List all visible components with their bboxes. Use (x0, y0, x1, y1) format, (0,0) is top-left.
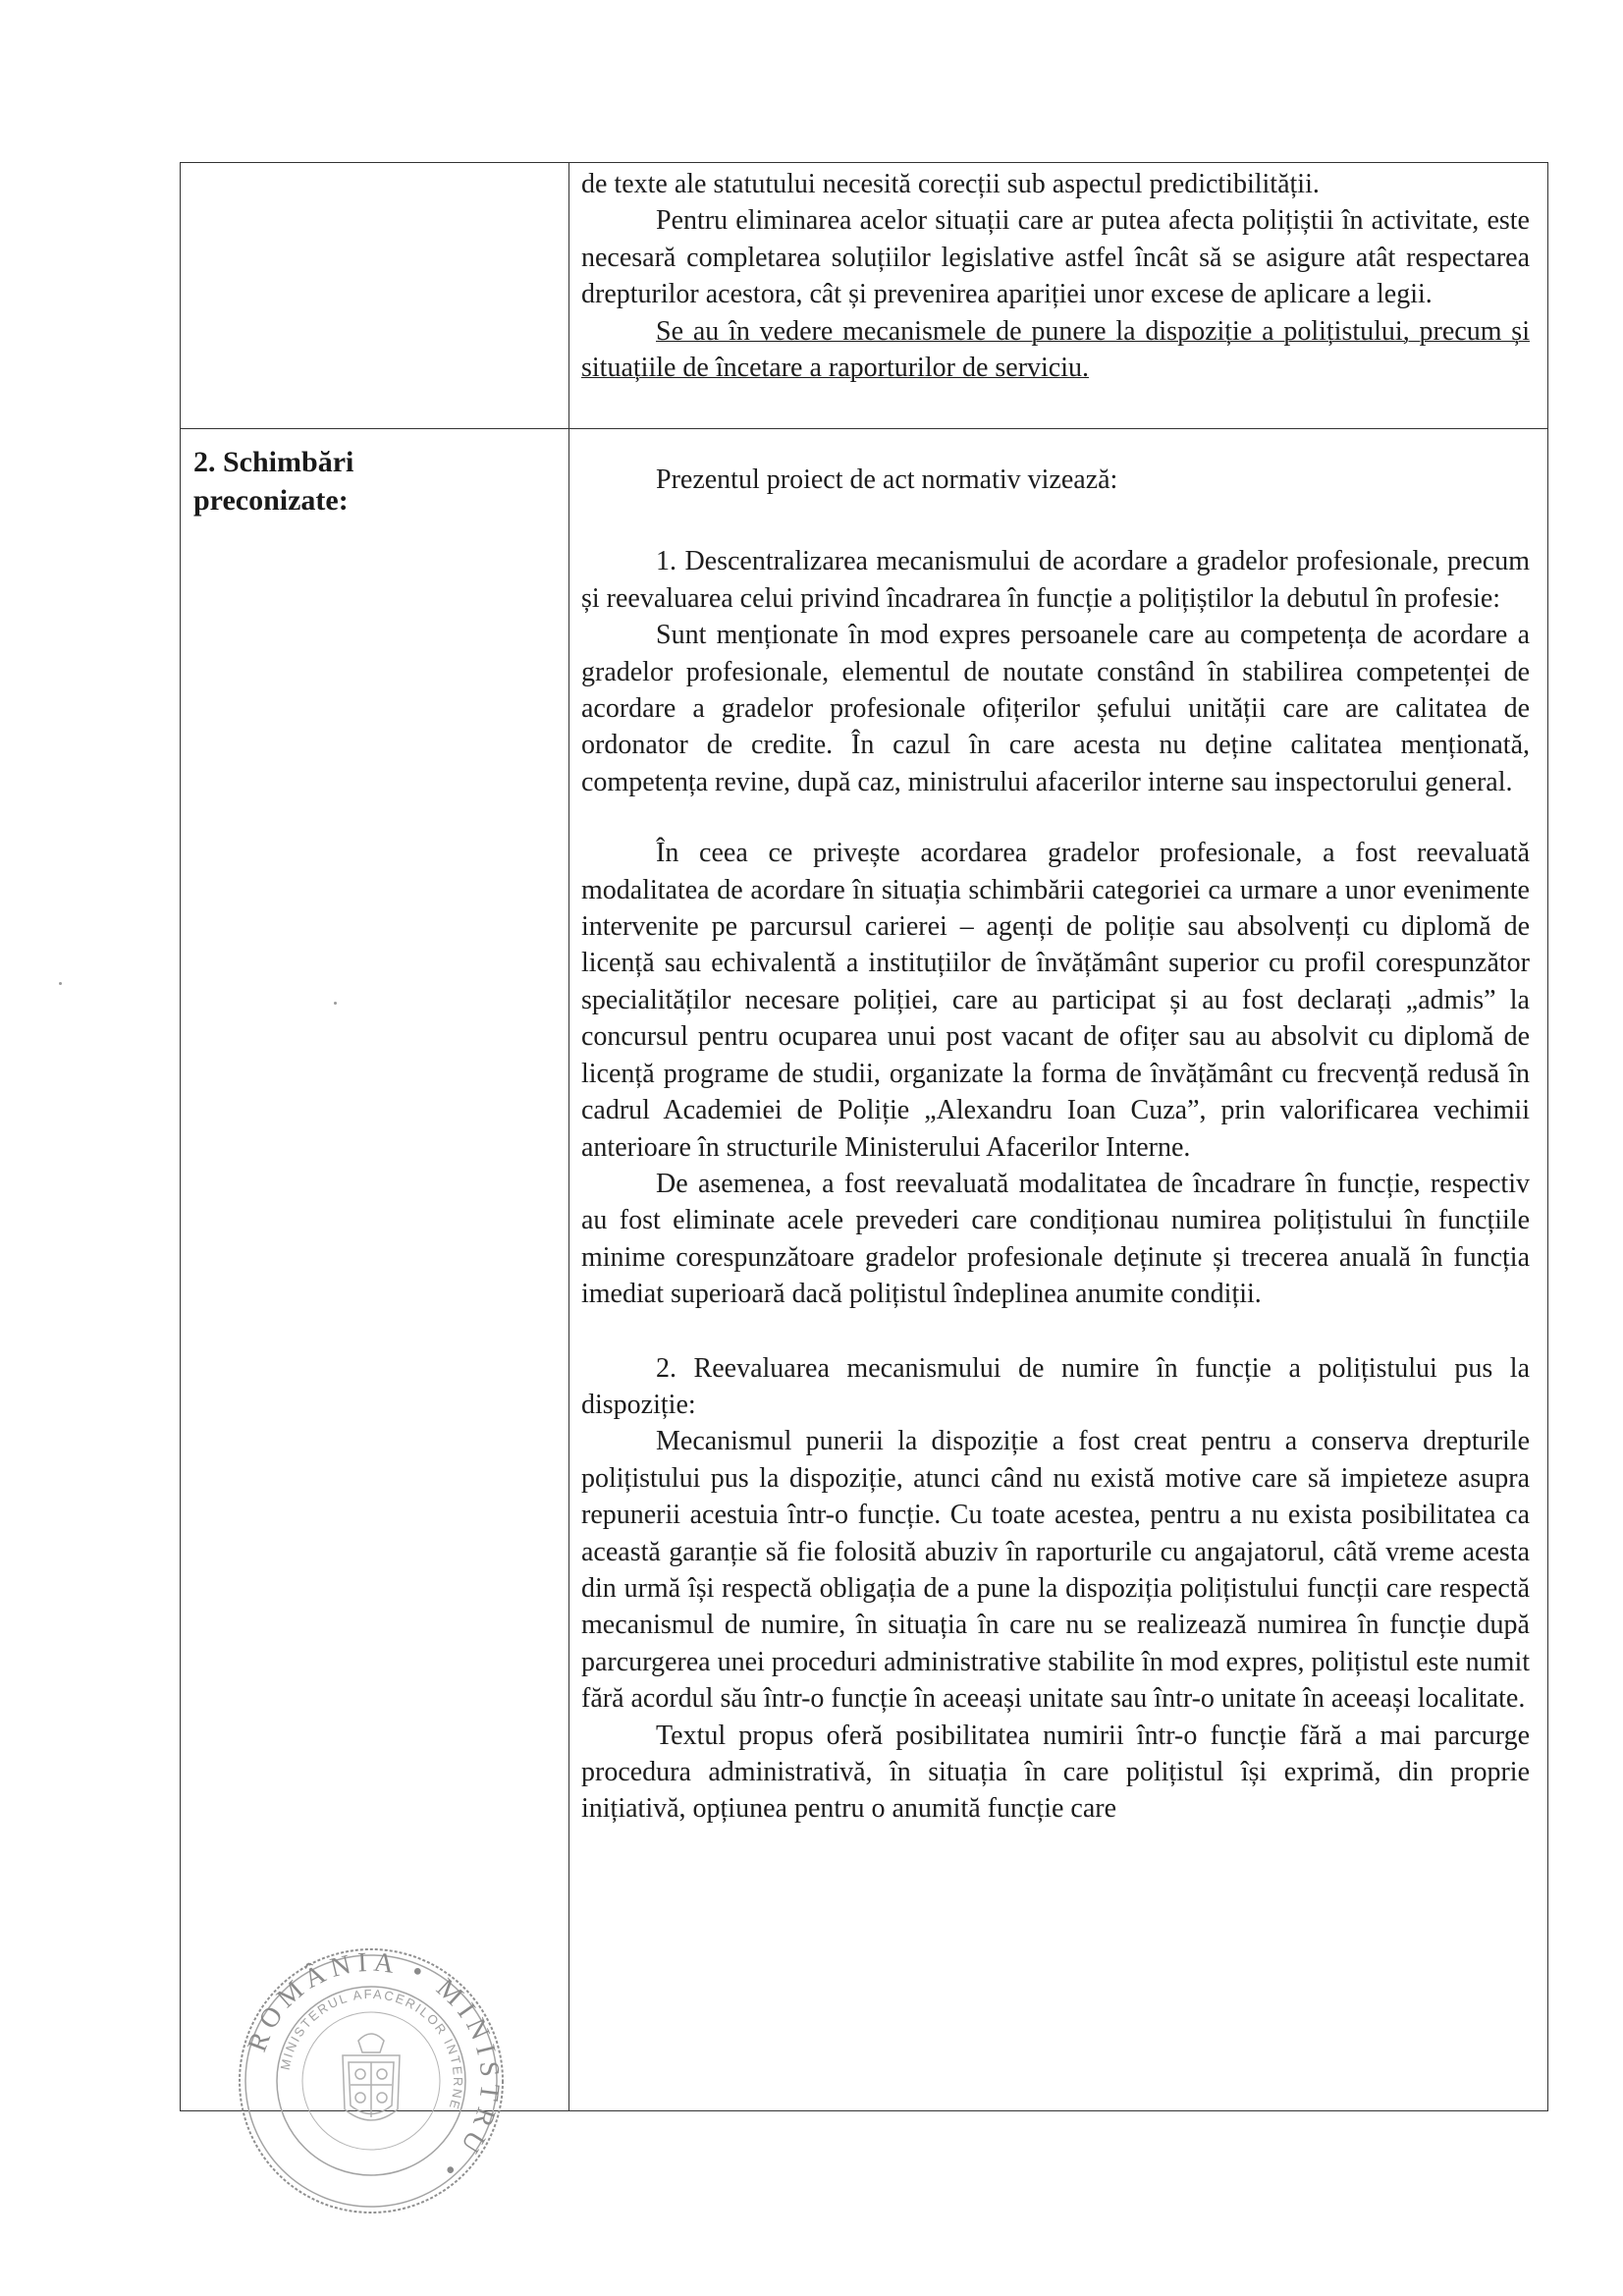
paragraph: de texte ale statutului necesită corecții sub aspectul predictibilității. (581, 169, 1320, 199)
paragraph: De asemenea, a fost reevaluată modalitatea de încadrare în funcție, respectiv au fost eliminate acele prevederi care condiționau numirea polițistului în funcțiile minime corespunzătoare gradelor profesionale deținute și trecerea anuală în funcția imediat superioară dacă polițistul îndeplinea anumite condiții. (581, 1168, 1530, 1310)
row-label-line-2: preconizate: (193, 484, 349, 517)
row-label-line-1: 2. Schimbări (193, 446, 354, 478)
document-table (180, 162, 1548, 2111)
row-divider (181, 428, 1547, 429)
paragraph: 2. Reevaluarea mecanismului de numire în funcție a polițistului pus la dispoziție: (581, 1352, 1530, 1420)
official-stamp (233, 1942, 510, 2219)
stamp-inner-text: MINISTERUL AFACERILOR INTERNE (277, 1986, 466, 2113)
row1-text-cell (581, 166, 1530, 386)
paragraph: Mecanismul punerii la dispoziție a fost creat pentru a conserva drepturile polițistului pus la dispoziție, atunci când nu există motive care să impieteze asupra repunerii acestuia într-o funcție. Cu toate acestea, pentru a nu exista posibilitatea ca această garanție să fie folosită abuziv în raporturile cu angajatorul, câtă vreme acesta din urmă își respectă obligația de a pune la dispoziția polițistului funcții care respectă mecanismul de numire, în situația în care nu se realizează numirea în funcție după parcurgerea unei proceduri administrative stabilite în mod expres, polițistul este numit fără acordul său într-o funcție în aceeași unitate sau într-o unitate în aceeași localitate. (581, 1426, 1530, 1715)
row-label-schimbari-preconizate (193, 443, 353, 519)
paragraph: În ceea ce privește acordarea gradelor profesionale, a fost reevaluată modalitatea de acordare în situația schimbării categoriei ca urmare a unor evenimente intervenite pe parcursul carierei – agenți de poliție sau absolvenți cu diplomă de licență sau echivalentă a instituțiilor de învățământ superior cu profil corespunzător specialităților necesare poliției, care au participat și au fost declarați „admis” la concursul pentru ocuparea unui post vacant de ofițer sau au absolvit cu diplomă de licență programe de studii, organizate la forma de învățământ cu frecvență redusă în cadrul Academiei de Poliție „Alexandru Ioan Cuza”, prin valorificarea vechimii anterioare în structurile Ministerului Afacerilor Interne. (581, 838, 1530, 1163)
paragraph: Prezentul proiect de act normativ vizează: (656, 465, 1118, 495)
paragraph: Se au în vedere mecanismele de punere la dispoziție a polițistului, precum și situațiile de încetare a raporturilor de serviciu. (581, 315, 1530, 384)
row2-text-cell (581, 462, 1530, 1828)
scan-speck (334, 1002, 337, 1005)
column-divider (568, 163, 569, 2110)
stamp-seal-icon (233, 1942, 510, 2219)
paragraph: Pentru eliminarea acelor situații care ar putea afecta polițiștii în activitate, este necesară completarea soluțiilor legislative astfel încât să se asigure atât respectarea drepturilor acestora, cât și prevenirea apariției unor excese de aplicare a legii. (581, 205, 1530, 310)
stamp-outer-text: ROMÂNIA • MINISTRU • (242, 1946, 506, 2188)
paragraph: Sunt menționate în mod expres persoanele care au competența de acordare a gradelor profesionale, elementul de noutate constând în stabilirea competenței de acordare a gradelor profesionale ofițerilor șefului unității care are calitatea de ordonator de credite. În cazul în care acesta nu deține calitatea menționată, competența revine, după caz, ministrului afacerilor interne sau inspectorului general. (581, 620, 1530, 797)
paragraph: Textul propus oferă posibilitatea numirii într-o funcție fără a mai parcurge procedura administrativă, în situația în care polițistul își exprimă, din proprie inițiativă, opțiunea pentru o anumită funcție care (581, 1720, 1530, 1825)
paragraph: 1. Descentralizarea mecanismului de acordare a gradelor profesionale, precum și reevaluarea celui privind încadrarea în funcție a polițiștilor la debutul în profesie: (581, 546, 1530, 614)
scan-speck (59, 982, 62, 985)
